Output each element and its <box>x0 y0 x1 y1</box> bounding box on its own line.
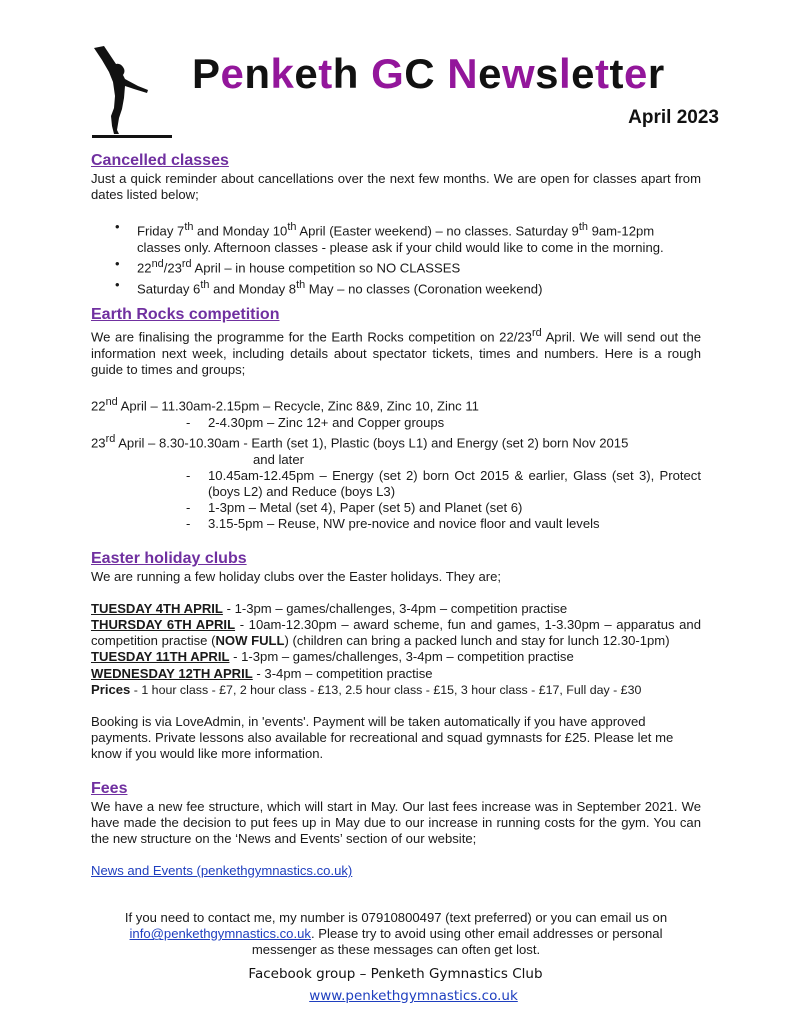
easter-session: THURSDAY 6TH APRIL - 10am-12.30pm – award scheme, fun and games, 1-3.30pm – apparatus and competition practise (NOW FULL) (children can bring a packed lunch and stay for lunch 12.30-1pm) <box>91 617 701 649</box>
cancelled-intro: Just a quick reminder about cancellations over the next few months. We are open for classes apart from dates listed below; <box>91 171 701 203</box>
earth-rocks-day2-item: - 10.45am-12.45pm – Energy (set 2) born Oct 2015 & earlier, Glass (set 3), Protect (boys L2) and Reduce (boys L3) <box>186 467 701 499</box>
earth-rocks-day1: 22nd April – 11.30am-2.15pm – Recycle, Zinc 8&9, Zinc 10, Zinc 11 <box>91 396 479 414</box>
gymnast-silhouette-icon <box>92 46 172 144</box>
news-events-link[interactable]: News and Events (penkethgymnastics.co.uk) <box>91 863 353 879</box>
title-letter: N <box>447 50 479 97</box>
title-letter: r <box>647 50 665 97</box>
facebook-group: Facebook group – Penketh Gymnastics Club <box>248 966 543 982</box>
earth-rocks-day2-item: - 1-3pm – Metal (set 4), Paper (set 5) and Planet (set 6) <box>186 500 523 516</box>
contact-line-1: If you need to contact me, my number is 07910800497 (text preferred) or you can email us on <box>124 910 668 925</box>
title-letter: e <box>624 50 648 97</box>
website-link[interactable]: www.penkethgymnastics.co.uk <box>309 988 518 1004</box>
earth-rocks-day2-item: - 3.15-5pm – Reuse, NW pre-novice and novice floor and vault levels <box>186 516 600 532</box>
title-letter: h <box>332 50 372 97</box>
page-title <box>192 48 665 100</box>
title-letter: l <box>558 50 572 97</box>
contact-line-2: info@penkethgymnastics.co.uk. Please try to avoid using other email addresses or personal <box>129 926 663 942</box>
contact-info <box>91 910 701 959</box>
title-letter: t <box>595 50 610 97</box>
title-letter: G <box>371 50 405 97</box>
issue-date: April 2023 <box>628 107 719 128</box>
easter-session: TUESDAY 11TH APRIL - 1-3pm – games/challenges, 3-4pm – competition practise <box>91 649 574 665</box>
section-heading-earth-rocks: Earth Rocks competition <box>91 306 280 324</box>
newsletter-body <box>91 151 701 879</box>
fees-text: We have a new fee structure, which will start in May. Our last fees increase was in September 2021. We have made the decision to put fees up in May due to our increase in running costs for the gym. You can the new structure on the ‘News and Events’ section of our website; <box>91 798 701 847</box>
email-link[interactable]: info@penkethgymnastics.co.uk <box>129 926 311 942</box>
title-letter: s <box>535 50 559 97</box>
title-letter: t <box>609 50 625 97</box>
easter-prices: Prices - 1 hour class - £7, 2 hour class - £13, 2.5 hour class - £15, 3 hour class - £17, Full day - £30 <box>91 681 642 697</box>
easter-session: TUESDAY 4TH APRIL - 1-3pm – games/challenges, 3-4pm – competition practise <box>91 600 568 616</box>
easter-intro: We are running a few holiday clubs over the Easter holidays. They are; <box>91 568 502 584</box>
easter-session: WEDNESDAY 12TH APRIL - 3-4pm – competition practise <box>91 665 433 681</box>
earth-rocks-day1-item: - 2-4.30pm – Zinc 12+ and Copper groups <box>186 414 445 430</box>
title-letter: e <box>571 50 596 97</box>
title-letter: e <box>478 50 502 97</box>
section-heading-fees: Fees <box>91 779 128 797</box>
website-link-row <box>0 988 791 1004</box>
cancelled-item-2: • 22nd/23rd April – in house competition so NO CLASSES <box>91 256 701 277</box>
title-letter: P <box>192 50 221 97</box>
title-letter: t <box>318 50 333 97</box>
title-letter: e <box>294 50 319 97</box>
easter-booking: Booking is via LoveAdmin, in 'events'. Payment will be taken automatically if you have approved payments. Private lessons also available for recreational and squad gymnasts for £25. Please let me know if you would like more information. <box>91 714 674 762</box>
cancelled-list <box>91 219 701 297</box>
section-heading-cancelled: Cancelled classes <box>91 152 229 169</box>
cancelled-item-3: • Saturday 6th and Monday 8th May – no classes (Coronation weekend) <box>91 277 701 298</box>
title-letter: n <box>244 50 271 97</box>
title-letter: C <box>404 50 448 97</box>
earth-rocks-day2-cont: and later <box>253 451 304 467</box>
contact-line-3: messenger as these messages can often get lost. <box>251 942 541 958</box>
title-letter: e <box>220 50 245 97</box>
earth-rocks-day2: 23rd April – 8.30-10.30am - Earth (set 1), Plastic (boys L1) and Energy (set 2) born Nov 2015 <box>91 433 629 451</box>
title-letter: w <box>501 50 536 97</box>
earth-rocks-intro: We are finalising the programme for the Earth Rocks competition on 22/23rd April. We will send out the information next week, including details about spectator tickets, times and numbers. Here is a rough guide to times and groups; <box>91 327 702 378</box>
cancelled-item-1: • Friday 7th and Monday 10th April (Easter weekend) – no classes. Saturday 9th 9am-12pm classes only. Afternoon classes - please ask if your child would like to come in the morning. <box>91 219 701 256</box>
title-letter: k <box>270 50 295 97</box>
section-heading-easter: Easter holiday clubs <box>91 549 247 567</box>
